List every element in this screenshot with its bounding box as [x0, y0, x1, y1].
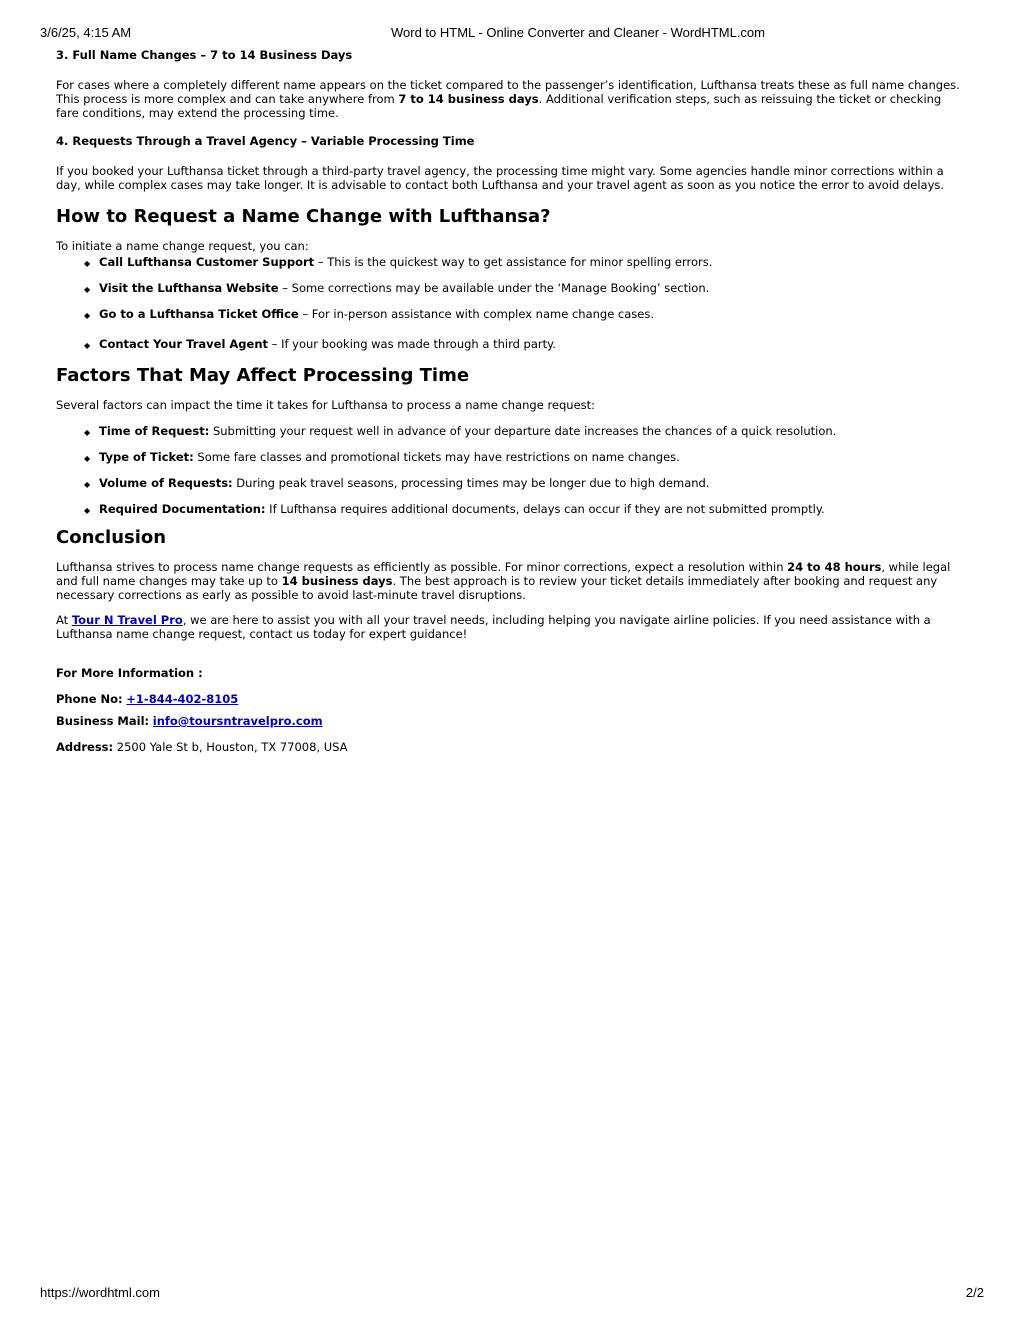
list-item: ◆ Go to a Lufthansa Ticket Office – For in-person assistance with complex name change cases. [84, 307, 655, 321]
section3-heading: 3. Full Name Changes – 7 to 14 Business Days [56, 48, 353, 62]
factors-heading: Factors That May Affect Processing Time [56, 365, 470, 386]
page-number: 2/2 [965, 1285, 984, 1300]
factors-list [56, 424, 966, 516]
how-to-heading: How to Request a Name Change with Lufthansa? [56, 206, 551, 227]
email-link[interactable]: info@toursntravelpro.com [152, 714, 323, 728]
how-to-list [56, 255, 966, 351]
conclusion-heading: Conclusion [56, 527, 167, 548]
phone-label: Phone No: [56, 692, 123, 706]
print-url: https://wordhtml.com [40, 1285, 160, 1300]
bullet-icon: ◆ [84, 259, 91, 268]
list-item: ◆ Visit the Lufthansa Website – Some corrections may be available under the ‘Manage Booking’ section. [84, 281, 710, 295]
phone-link[interactable]: +1-844-402-8105 [126, 692, 239, 706]
tour-n-travel-pro-link[interactable]: Tour N Travel Pro [71, 613, 183, 627]
conclusion-paragraph-1: Lufthansa strives to process name change requests as efficiently as possible. For minor corrections, expect a resolution within 24 to 48 hours, while legal and full name changes may take up to 14 business days. The best approach is to review your ticket details immediately after booking and request any necessary corrections as early as possible to avoid last-minute travel disruptions. [56, 560, 951, 602]
list-item: ◆ Type of Ticket: Some fare classes and promotional tickets may have restrictions on name changes. [84, 450, 680, 464]
bullet-icon: ◆ [84, 480, 91, 489]
conclusion-paragraph-2: At Tour N Travel Pro, we are here to assist you with all your travel needs, including helping you navigate airline policies. If you need assistance with a Lufthansa name change request, contact us today for expert guidance! [56, 613, 931, 641]
list-item: ◆ Call Lufthansa Customer Support – This is the quickest way to get assistance for minor spelling errors. [84, 255, 713, 269]
section4-heading: 4. Requests Through a Travel Agency – Variable Processing Time [56, 134, 475, 148]
address-value: 2500 Yale St b, Houston, TX 77008, USA [116, 740, 348, 754]
print-page-title: Word to HTML - Online Converter and Cleaner - WordHTML.com [391, 25, 765, 40]
print-date: 3/6/25, 4:15 AM [40, 25, 132, 40]
mail-line [56, 714, 966, 728]
bullet-icon: ◆ [84, 285, 91, 294]
how-to-intro: To initiate a name change request, you can: [56, 239, 309, 253]
section4-paragraph: If you booked your Lufthansa ticket through a third-party travel agency, the processing time might vary. Some agencies handle minor corrections within a day, while complex cases may take longer. It is advisable to contact both Lufthansa and your travel agent as soon as you notice the error to avoid delays. [56, 164, 945, 192]
print-footer [40, 1285, 984, 1301]
bullet-icon: ◆ [84, 311, 91, 320]
address-label: Address: [56, 740, 114, 754]
address-line [56, 740, 966, 754]
list-item: ◆ Required Documentation: If Lufthansa requires additional documents, delays can occur if they are not submitted promptly. [84, 502, 825, 516]
more-info-label: For More Information : [56, 666, 203, 680]
factors-intro: Several factors can impact the time it takes for Lufthansa to process a name change request: [56, 398, 596, 412]
print-header [40, 25, 984, 41]
bullet-icon: ◆ [84, 341, 91, 350]
list-item: ◆ Contact Your Travel Agent – If your booking was made through a third party. [84, 337, 556, 351]
section3-paragraph: For cases where a completely different name appears on the ticket compared to the passenger’s identification, Lufthansa treats these as full name changes. This process is more complex and can take anywhere from 7 to 14 business days. Additional verification steps, such as reissuing the ticket or checking fare conditions, may extend the processing time. [56, 78, 960, 120]
phone-line [56, 692, 966, 706]
document-content [56, 48, 966, 754]
bullet-icon: ◆ [84, 506, 91, 515]
bullet-icon: ◆ [84, 428, 91, 437]
mail-label: Business Mail: [56, 714, 150, 728]
list-item: ◆ Volume of Requests: During peak travel seasons, processing times may be longer due to high demand. [84, 476, 710, 490]
bullet-icon: ◆ [84, 454, 91, 463]
list-item: ◆ Time of Request: Submitting your request well in advance of your departure date increases the chances of a quick resolution. [84, 424, 837, 438]
